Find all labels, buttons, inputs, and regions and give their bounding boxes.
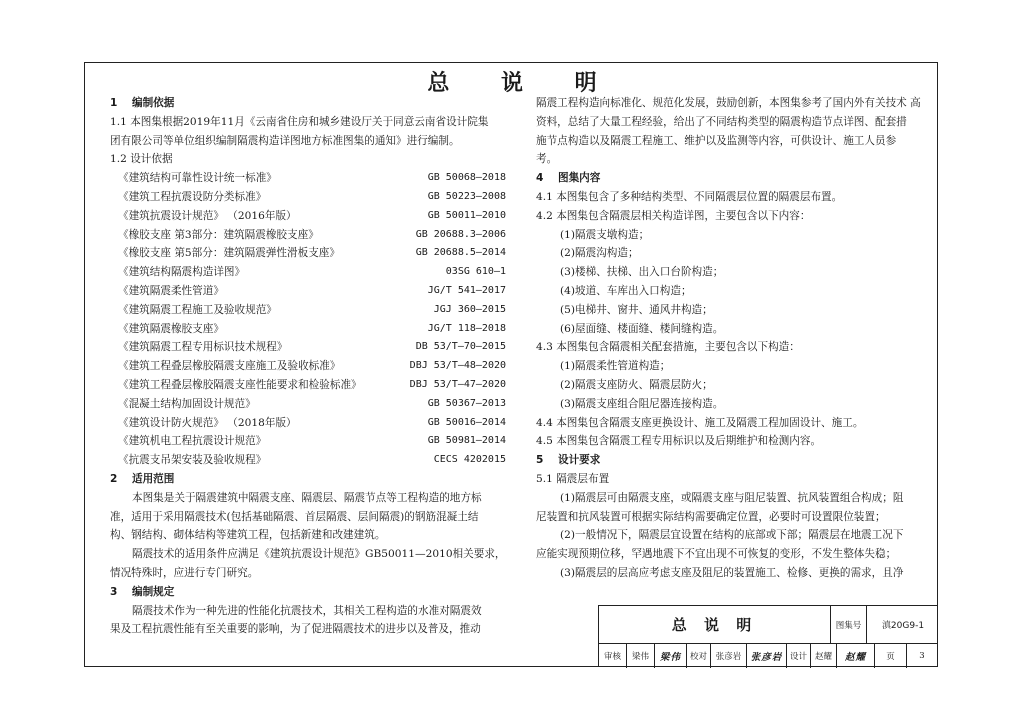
standard-code: 03SG 610—1: [445, 266, 506, 278]
section-number: 4: [536, 172, 544, 185]
signature-row: [599, 644, 938, 668]
para-2-line: 构、钢结构、砌体结构等建筑工程，包括新建和改建建筑。: [110, 529, 386, 542]
standard-name: 《建筑工程抗震设防分类标准》: [118, 190, 267, 203]
atlas-number-label: 图集号: [831, 606, 867, 643]
standard-name: 《建筑工程叠层橡胶隔震支座施工及验收标准》: [118, 360, 341, 373]
standard-row: [110, 244, 506, 263]
title-block-name: 总 说 明: [599, 606, 831, 643]
standard-name: 《混凝土结构加固设计规范》: [118, 397, 256, 410]
para-4-3: 4.3 本图集包含隔震相关配套措施，主要包含以下构造：: [536, 341, 800, 354]
standard-code: GB 20688.3—2006: [415, 228, 506, 240]
standard-row: [110, 451, 506, 470]
standard-code: DBJ 53/T—47—2020: [409, 378, 506, 390]
left-column: [110, 94, 506, 639]
section-title: 编制规定: [132, 585, 175, 598]
standard-row: [110, 226, 506, 245]
standard-name: 《橡胶支座 第3部分：建筑隔震橡胶支座》: [118, 228, 319, 241]
section-4-heading: [536, 169, 928, 188]
list-item: (2)隔震支座防火、隔震层防火；: [560, 378, 713, 391]
standard-row: [110, 188, 506, 207]
standard-name: 《建筑结构隔震构造详图》: [118, 266, 246, 279]
para-4-2: 4.2 本图集包含隔震层相关构造详图，主要包含以下内容：: [536, 209, 811, 222]
standards-list: [110, 169, 506, 470]
checker-name: 张彦岩: [711, 644, 747, 668]
list-item: (2)隔震沟构造；: [560, 247, 639, 260]
standard-code: DBJ 53/T—48—2020: [409, 360, 506, 372]
standard-code: JG/T 118—2018: [427, 322, 506, 334]
standard-code: JGJ 360—2015: [433, 303, 506, 315]
para-2b-line: 隔震技术的适用条件应满足《建筑抗震设计规范》GB50011—2010相关要求，: [132, 548, 506, 561]
section-3-heading: [110, 583, 506, 602]
section-title: 编制依据: [132, 97, 175, 109]
standard-row: [110, 338, 506, 357]
para-3-cont-line: 隔震工程构造向标准化、规范化发展，鼓励创新，本图集参考了国内外有关技术 高: [536, 97, 921, 109]
standard-row: [110, 376, 506, 395]
para-3-line: 果及工程抗震性能有至关重要的影响，为了促进隔震技术的进步以及普及，推动: [110, 623, 481, 636]
section-1-heading: [110, 94, 506, 113]
para-4-4: 4.4 本图集包含隔震支座更换设计、施工及隔震工程加固设计、施工。: [536, 416, 864, 429]
para-5-1: 5.1 隔震层布置: [536, 472, 610, 485]
para-3-line: 隔震技术作为一种先进的性能化抗震技术，其相关工程构造的水准对隔震效: [132, 604, 482, 617]
para-2-line: 准，适用于采用隔震技术(包括基础隔震、首层隔震、层间隔震)的钢筋混凝土结: [110, 510, 479, 523]
para-4-5: 4.5 本图集包含隔震工程专用标识以及后期维护和检测内容。: [536, 435, 822, 448]
standard-code: GB 50068—2018: [427, 172, 506, 184]
standard-row: [110, 169, 506, 188]
standard-code: GB 20688.5—2014: [415, 247, 506, 259]
para-2b-line: 情况特殊时，应进行专门研究。: [110, 566, 259, 579]
title-block: [598, 605, 938, 667]
standard-name: 《建筑工程叠层橡胶隔震支座性能要求和检验标准》: [118, 378, 362, 391]
section-number: 1: [110, 97, 118, 109]
section-title: 设计要求: [558, 454, 601, 467]
para-5-1a-line: (1)隔震层可由隔震支座，或隔震支座与阻尼装置、抗风装置组合构成；阻: [560, 491, 904, 504]
standard-row: [110, 357, 506, 376]
standard-row: [110, 207, 506, 226]
checker-signature: 张彦岩: [747, 644, 787, 668]
standard-row: [110, 282, 506, 301]
para-1-1-line: 团有限公司等单位组织编制隔震构造详图地方标准图集的通知》进行编制。: [110, 134, 460, 147]
standard-row: [110, 301, 506, 320]
list-item: (5)电梯井、窗井、通风井构造；: [560, 303, 713, 316]
title-block-top: [599, 606, 938, 644]
page-label: 页: [875, 644, 907, 668]
para-3-cont-line: 考。: [536, 153, 558, 166]
para-5-1b-line: (2)一般情况下，隔震层宜设置在结构的底部或下部；隔震层在地震工况下: [560, 529, 904, 542]
standard-row: [110, 432, 506, 451]
standard-code: GB 50367—2013: [427, 397, 506, 409]
section-number: 5: [536, 454, 544, 467]
standard-row: [110, 320, 506, 339]
reviewer-signature: 梁伟: [655, 644, 687, 668]
section-number: 3: [110, 585, 118, 598]
standard-code: GB 50016—2014: [427, 416, 506, 428]
standard-name: 《建筑机电工程抗震设计规范》: [118, 435, 267, 448]
page-number: 3: [919, 651, 925, 661]
designer-name: 赵耀: [811, 644, 837, 668]
check-label: 校对: [687, 644, 711, 668]
page-title: 总 说 明: [427, 71, 619, 96]
para-1-1-line: 1.1 本图集根据2019年11月《云南省住房和城乡建设厅关于同意云南省设计院集: [110, 115, 489, 128]
standard-row: [110, 263, 506, 282]
section-title: 适用范围: [132, 472, 175, 485]
section-title: 图集内容: [558, 172, 601, 185]
list-item: (3)楼梯、扶梯、出入口台阶构造；: [560, 266, 724, 279]
design-label: 设计: [787, 644, 811, 668]
standard-code: JG/T 541—2017: [427, 284, 506, 296]
standard-code: GB 50011—2010: [427, 209, 506, 221]
section-5-heading: [536, 451, 928, 470]
standard-name: 《建筑抗震设计规范》 （2016年版）: [118, 209, 297, 222]
standard-name: 《建筑隔震柔性管道》: [118, 284, 224, 297]
standard-name: 《建筑设计防火规范》 （2018年版）: [118, 416, 297, 429]
para-3-cont-line: 资料，总结了大量工程经验，给出了不同结构类型的隔震构造节点详图、配套措: [536, 115, 907, 128]
standard-code: GB 50981—2014: [427, 435, 506, 447]
para-5-1c-line: (3)隔震层的层高应考虑支座及阻尼的装置施工、检修、更换的需求，且净: [560, 566, 904, 579]
list-item: (1)隔震支墩构造；: [560, 228, 650, 241]
review-label: 审核: [599, 644, 627, 668]
standard-code: GB 50223—2008: [427, 190, 506, 202]
reviewer-name: 梁伟: [627, 644, 655, 668]
para-5-1a-line: 尼装置和抗风装置可根据实际结构需要确定位置，必要时可设置限位装置；: [536, 510, 886, 523]
standard-row: [110, 414, 506, 433]
list-item: (3)隔震支座组合阻尼器连接构造。: [560, 397, 724, 410]
para-3-cont-line: 施节点构造以及隔震工程施工、维护以及监测等内容，可供设计、施工人员参: [536, 134, 897, 147]
standard-name: 《建筑隔震工程施工及验收规范》: [118, 303, 277, 316]
standard-code: CECS 4202015: [433, 454, 506, 466]
atlas-number: 滇20G9-1: [881, 621, 925, 631]
standard-name: 《抗震支吊架安装及验收规程》: [118, 454, 267, 467]
standard-name: 《建筑隔震橡胶支座》: [118, 322, 224, 335]
para-2-line: 本图集是关于隔震建筑中隔震支座、隔震层、隔震节点等工程构造的地方标: [132, 491, 482, 504]
standard-name: 《橡胶支座 第5部分：建筑隔震弹性滑板支座》: [118, 247, 340, 260]
list-item: (6)屋面缝、楼面缝、楼间缝构造。: [560, 322, 724, 335]
right-column: [536, 94, 928, 583]
list-item: (1)隔震柔性管道构造；: [560, 360, 671, 373]
para-4-1: 4.1 本图集包含了多种结构类型、不同隔震层位置的隔震层布置。: [536, 190, 843, 203]
section-2-heading: [110, 470, 506, 489]
para-1-2: 1.2 设计依据: [110, 153, 173, 166]
section-number: 2: [110, 472, 118, 485]
standard-row: [110, 395, 506, 414]
list-item: (4)坡道、车库出入口构造；: [560, 284, 692, 297]
para-5-1b-line: 应能实现预期位移，罕遇地震下不宜出现不可恢复的变形，不发生整体失稳；: [536, 548, 897, 561]
standard-name: 《建筑结构可靠性设计统一标准》: [118, 172, 277, 185]
standard-name: 《建筑隔震工程专用标识技术规程》: [118, 341, 288, 354]
designer-signature: 赵耀: [837, 644, 875, 668]
standard-code: DB 53/T—70—2015: [415, 341, 506, 353]
